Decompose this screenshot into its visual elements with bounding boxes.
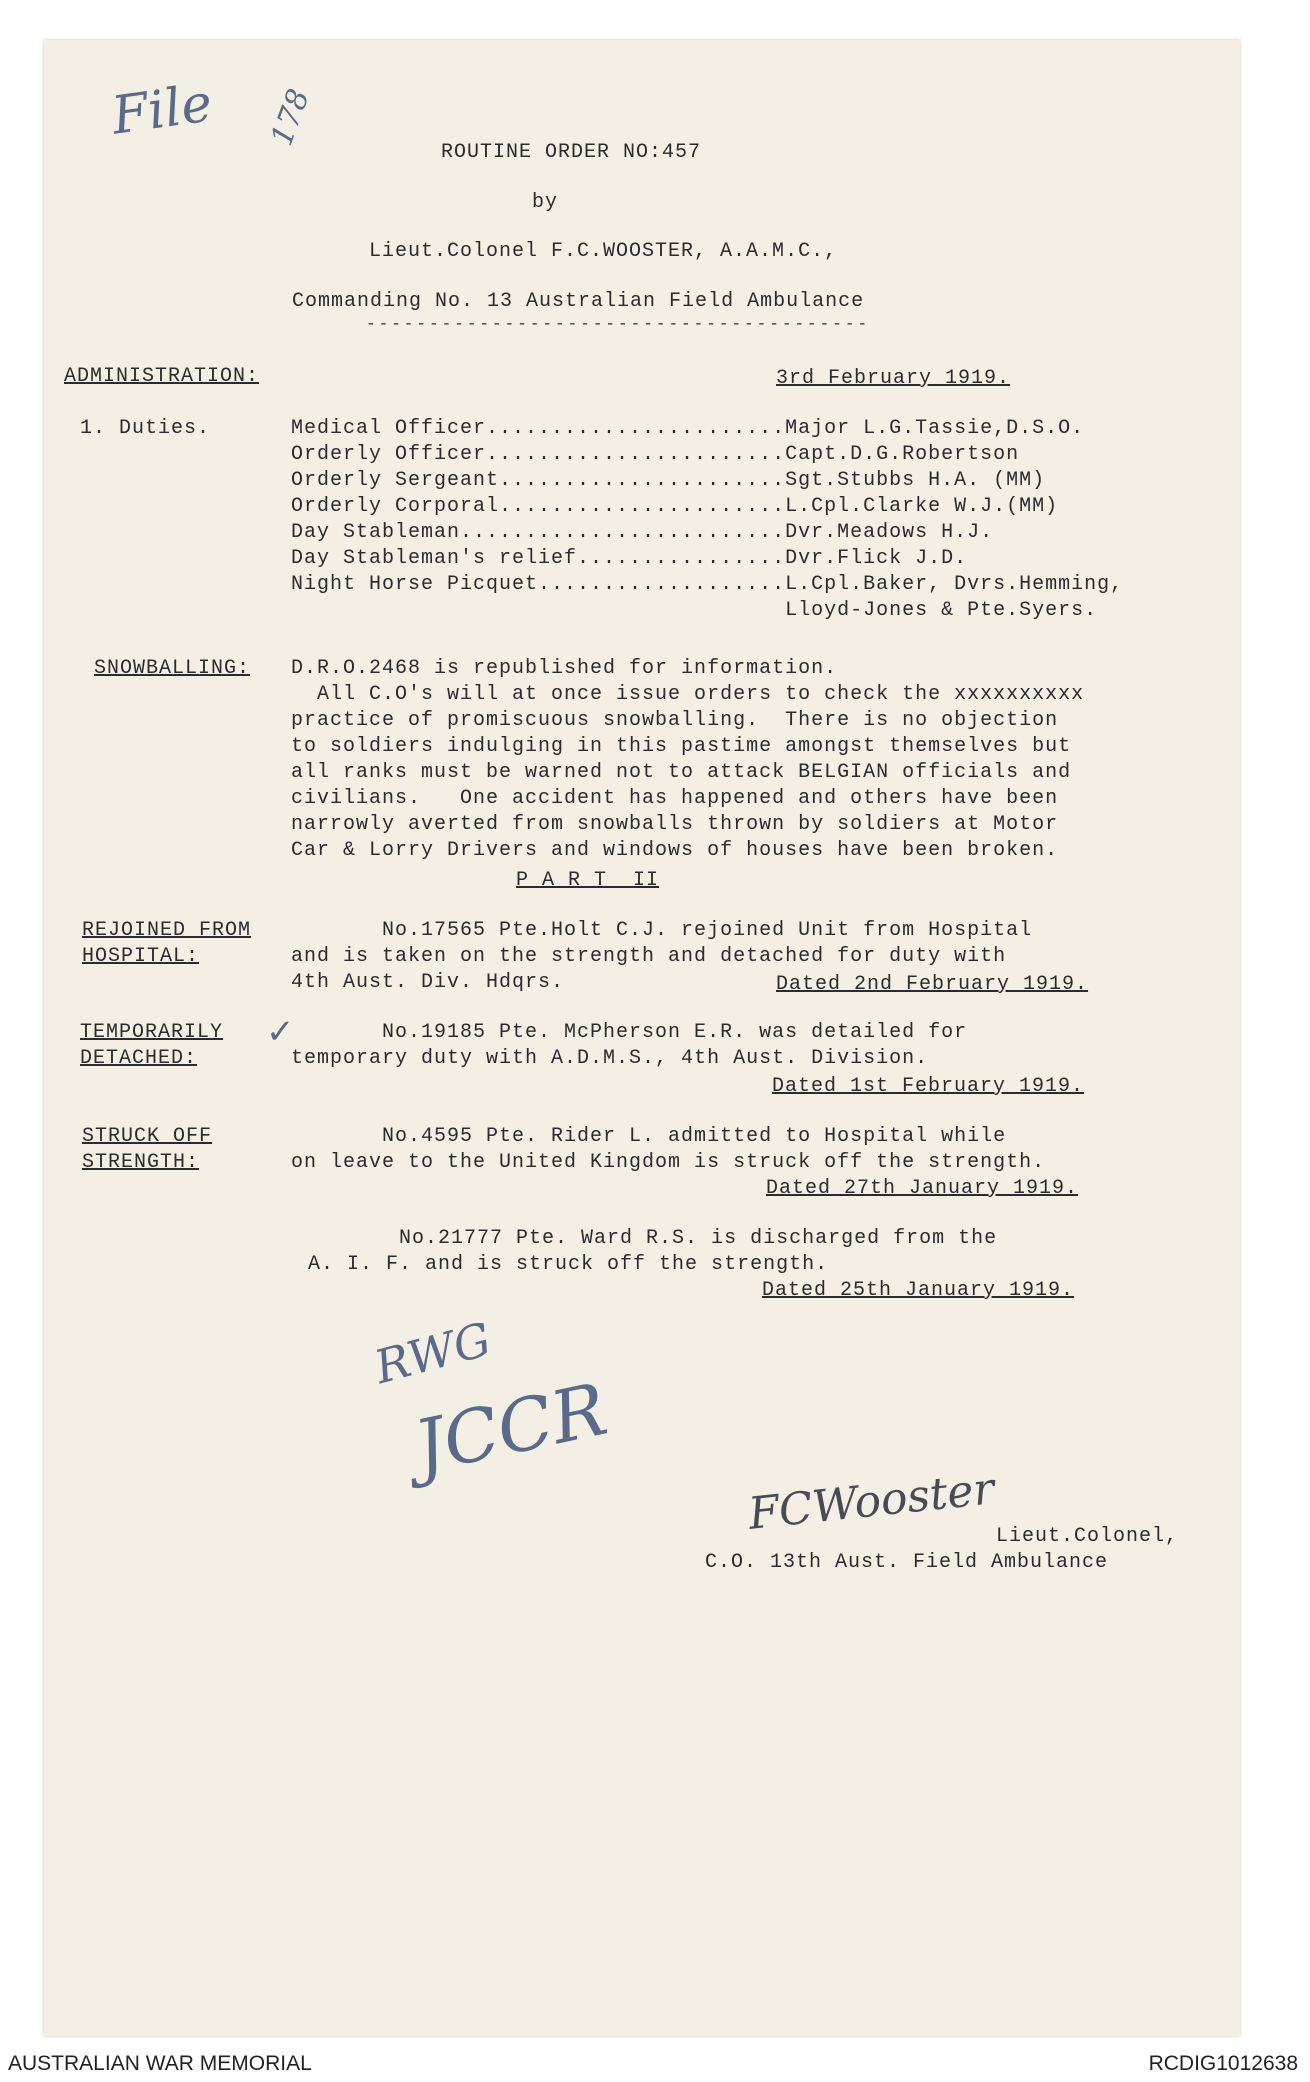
body-line: to soldiers indulging in this pastime amongst themselves but: [291, 735, 1072, 758]
snowballing-heading: SNOWBALLING:: [94, 657, 251, 680]
duty-row: Lloyd-Jones & Pte.Syers.: [291, 599, 1098, 622]
body-line: No.19185 Pte. McPherson E.R. was detailed for: [291, 1021, 968, 1044]
detached-heading: DETACHED:: [80, 1047, 198, 1070]
rejoined-heading: HOSPITAL:: [82, 945, 200, 968]
commander-line: Lieut.Colonel F.C.WOOSTER, A.A.M.C.,: [369, 240, 838, 263]
initials-annotation: JCCR: [407, 1366, 614, 1490]
body-line: temporary duty with A.D.M.S., 4th Aust. Division.: [291, 1047, 929, 1070]
duty-row: Orderly Corporal......................L.Cpl.Clarke W.J.(MM): [291, 495, 1059, 518]
duties-label: 1. Duties.: [80, 417, 211, 440]
signature-rank: Lieut.Colonel,: [996, 1525, 1179, 1548]
commanding-line: Commanding No. 13 Australian Field Ambulance: [292, 290, 865, 313]
initials-annotation: RWG: [369, 1311, 497, 1395]
body-line: on leave to the United Kingdom is struck off the strength.: [291, 1151, 1046, 1174]
body-line: and is taken on the strength and detached for duty with: [291, 945, 1007, 968]
handwritten-signature: FCWooster: [746, 1463, 997, 1540]
body-line: D.R.O.2468 is republished for information.: [291, 657, 838, 680]
body-line: civilians. One accident has happened and others have been: [291, 787, 1059, 810]
dated-line: Dated 2nd February 1919.: [776, 973, 1089, 996]
order-date: 3rd February 1919.: [776, 367, 1011, 390]
order-title: ROUTINE ORDER NO:457: [441, 141, 702, 164]
body-line: all ranks must be warned not to attack BELGIAN officials and: [291, 761, 1072, 784]
body-line: A. I. F. and is struck off the strength.: [308, 1253, 829, 1276]
body-line: narrowly averted from snowballs thrown by soldiers at Motor: [291, 813, 1059, 836]
duty-row: Medical Officer.......................Major L.G.Tassie,D.S.O.: [291, 417, 1085, 440]
body-line: No.4595 Pte. Rider L. admitted to Hospital while: [291, 1125, 1007, 1148]
administration-heading: ADMINISTRATION:: [64, 365, 260, 388]
folio-number: 178: [264, 84, 317, 151]
dated-line: Dated 1st February 1919.: [772, 1075, 1085, 1098]
body-line: No.21777 Pte. Ward R.S. is discharged from the: [308, 1227, 998, 1250]
body-line: 4th Aust. Div. Hdqrs.: [291, 971, 565, 994]
tick-mark: ✓: [266, 1012, 295, 1052]
body-line: Car & Lorry Drivers and windows of houses have been broken.: [291, 839, 1059, 862]
part-two-heading: P A R T II: [516, 869, 660, 892]
dated-line: Dated 27th January 1919.: [766, 1177, 1079, 1200]
dated-line: Dated 25th January 1919.: [762, 1279, 1075, 1302]
duty-row: Day Stableman.........................Dvr.Meadows H.J.: [291, 521, 994, 544]
struck-off-heading: STRENGTH:: [82, 1151, 200, 1174]
archive-reference: RCDIG1012638: [1148, 2052, 1298, 2075]
struck-off-heading: STRUCK OFF: [82, 1125, 213, 1148]
rejoined-heading: REJOINED FROM: [82, 919, 252, 942]
signature-unit: C.O. 13th Aust. Field Ambulance: [705, 1551, 1109, 1574]
body-line: No.17565 Pte.Holt C.J. rejoined Unit from Hospital: [291, 919, 1033, 942]
header-divider: ----------------------------------------: [366, 315, 871, 333]
duty-row: Day Stableman's relief................Dvr.Flick J.D.: [291, 547, 968, 570]
duty-row: Orderly Officer.......................Capt.D.G.Robertson: [291, 443, 1020, 466]
by-line: by: [532, 191, 559, 214]
archive-credit: AUSTRALIAN WAR MEMORIAL: [8, 2052, 312, 2075]
body-line: All C.O's will at once issue orders to check the xxxxxxxxxx: [291, 683, 1085, 706]
detached-heading: TEMPORARILY: [80, 1021, 224, 1044]
duty-row: Night Horse Picquet...................L.Cpl.Baker, Dvrs.Hemming,: [291, 573, 1124, 596]
duty-row: Orderly Sergeant......................Sgt.Stubbs H.A. (MM): [291, 469, 1046, 492]
body-line: practice of promiscuous snowballing. There is no objection: [291, 709, 1059, 732]
file-annotation: File: [108, 73, 216, 147]
